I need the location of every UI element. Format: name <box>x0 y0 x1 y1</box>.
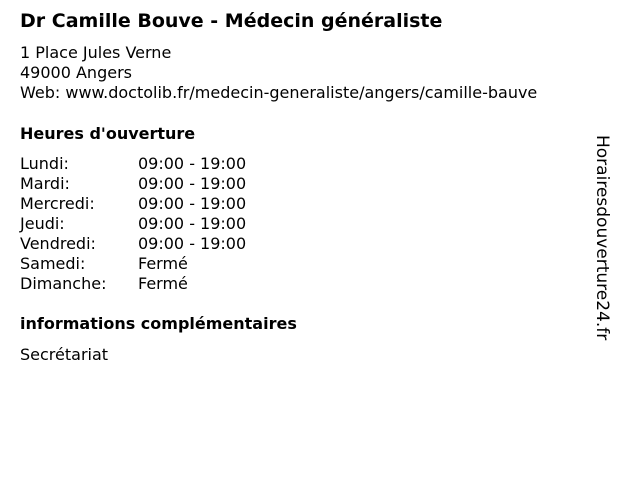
website-text: Web: www.doctolib.fr/medecin-generaliste/angers/camille-bauve <box>20 83 538 102</box>
brand-watermark: Horairesdouverture24.fr <box>592 135 612 341</box>
time-value: Fermé <box>138 274 188 293</box>
day-label: Samedi: <box>20 254 86 273</box>
page-title: Dr Camille Bouve - Médecin généraliste <box>20 10 443 32</box>
time-value: 09:00 - 19:00 <box>138 234 247 253</box>
address-city: 49000 Angers <box>20 63 132 82</box>
day-label: Jeudi: <box>20 214 65 233</box>
time-value: 09:00 - 19:00 <box>138 154 247 173</box>
day-label: Vendredi: <box>20 234 96 253</box>
time-value: 09:00 - 19:00 <box>138 214 247 233</box>
time-value: 09:00 - 19:00 <box>138 174 247 193</box>
opening-hours-heading: Heures d'ouverture <box>20 124 196 143</box>
day-label: Mardi: <box>20 174 70 193</box>
day-label: Mercredi: <box>20 194 95 213</box>
additional-info-heading: informations complémentaires <box>20 314 297 333</box>
time-value: 09:00 - 19:00 <box>138 194 247 213</box>
address-block <box>20 43 537 103</box>
address-street: 1 Place Jules Verne <box>20 43 172 62</box>
additional-info-text: Secrétariat <box>20 345 109 364</box>
day-label: Dimanche: <box>20 274 107 293</box>
time-value: Fermé <box>138 254 188 273</box>
day-label: Lundi: <box>20 154 69 173</box>
